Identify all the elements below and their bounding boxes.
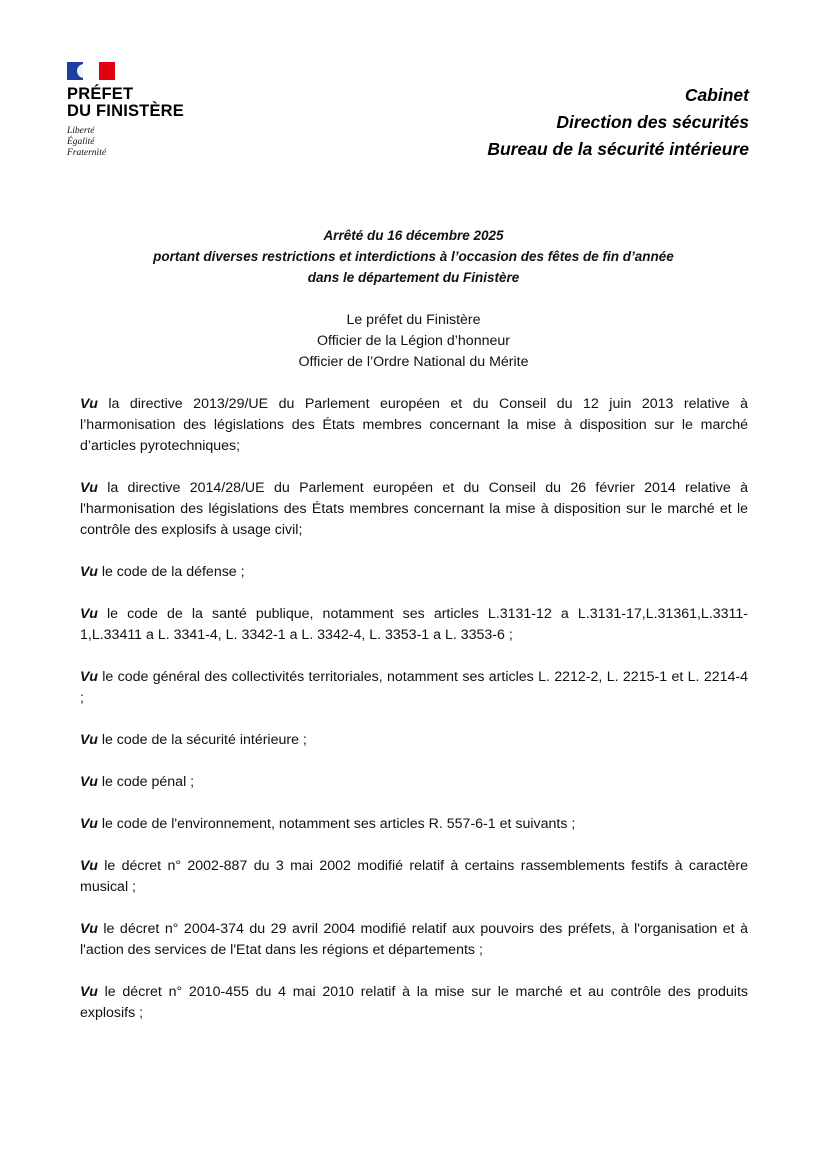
visa-paragraph: Vu le code de la défense ;	[80, 564, 245, 580]
prefecture-name: PRÉFET DU FINISTÈRE	[67, 85, 184, 120]
service-bureau: Bureau de la sécurité intérieure	[487, 139, 749, 159]
visa-paragraph: Vu le code de la santé publique, notamment ses articles L.3131-12 a L.3131-17,L.31361,L.3311-1,L.33411 a L. 3341-4, L. 3342-1 a L. 3342-4, L. 3353-1 a L. 3353-6 ;	[80, 606, 748, 643]
visa-paragraph: Vu le décret n° 2004-374 du 29 avril 2004 modifié relatif aux pouvoirs des préfets, à l'organisation et à l'action des services de l'Etat dans les régions et départements ;	[80, 921, 748, 958]
marianne-flag-icon	[67, 62, 115, 80]
visa-paragraph: Vu le décret n° 2010-455 du 4 mai 2010 relatif à la mise sur le marché et au contrôle des produits explosifs ;	[80, 984, 748, 1021]
service-cabinet: Cabinet	[684, 85, 749, 105]
prefecture-logo	[67, 62, 207, 159]
visa-paragraph: Vu le code de la sécurité intérieure ;	[80, 732, 307, 748]
visas-list	[80, 394, 748, 1045]
visa-paragraph: Vu le décret n° 2002-887 du 3 mai 2002 modifié relatif à certains rassemblements festifs à caractère musical ;	[80, 858, 748, 895]
visa-paragraph: Vu la directive 2014/28/UE du Parlement européen et du Conseil du 26 février 2014 relative à l'harmonisation des législations des États membres concernant la mise à disposition sur le marché et le contrôle des explosifs à usage civil;	[80, 480, 748, 538]
visa-paragraph: Vu la directive 2013/29/UE du Parlement européen et du Conseil du 12 juin 2013 relative à l’harmonisation des législations des États membres concernant la mise à disposition sur le marché d’articles pyrotechniques;	[80, 396, 748, 454]
visa-paragraph: Vu le code de l'environnement, notamment ses articles R. 557-6-1 et suivants ;	[80, 816, 576, 832]
visa-paragraph: Vu le code pénal ;	[80, 774, 195, 790]
issuing-service	[487, 82, 749, 163]
authority-block: Le préfet du Finistère Officier de la Légion d’honneur Officier de l’Ordre National du Mérite	[298, 312, 529, 370]
decree-title: Arrêté du 16 décembre 2025 portant diverses restrictions et interdictions à l’occasion des fêtes de fin d’année dans le département du Finistère	[153, 228, 674, 285]
republic-motto: Liberté Égalité Fraternité	[67, 126, 107, 158]
visa-paragraph: Vu le code général des collectivités territoriales, notamment ses articles L. 2212-2, L. 2215-1 et L. 2214-4 ;	[80, 669, 748, 706]
service-direction: Direction des sécurités	[556, 112, 749, 132]
